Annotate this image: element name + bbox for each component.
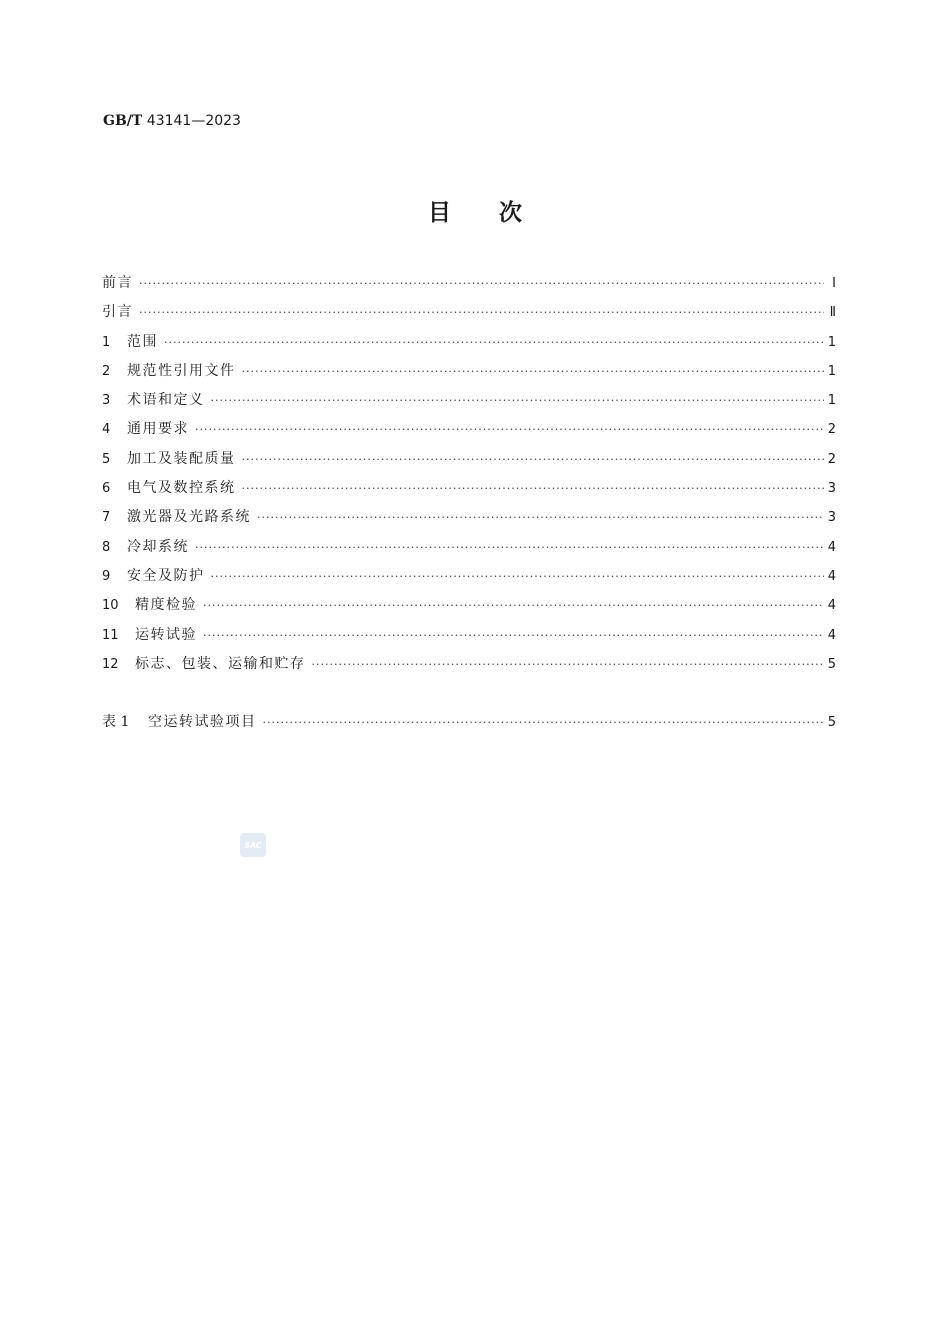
toc-entry-4[interactable] [102, 418, 836, 447]
toc-label: 范围 [127, 333, 158, 350]
toc-label: 标志、包装、运输和贮存 [135, 655, 306, 672]
toc-entry-9[interactable] [102, 565, 836, 594]
leader-dots [242, 365, 825, 378]
toc-label: 术语和定义 [127, 392, 205, 409]
standard-code [103, 113, 241, 129]
toc-label: 前言 [102, 275, 133, 291]
toc-label: 通用要求 [127, 421, 189, 438]
toc-page: 1 [827, 334, 836, 350]
toc-page: 4 [827, 568, 836, 584]
toc-number: 7 [102, 510, 111, 526]
toc-entry-5[interactable] [102, 448, 836, 477]
toc-page: 3 [827, 510, 836, 526]
leader-dots [242, 453, 825, 466]
toc-page: 1 [827, 393, 836, 409]
leader-dots [242, 482, 825, 495]
leader-dots [257, 511, 824, 524]
toc-label: 引言 [102, 304, 133, 321]
toc-number: 12 [102, 656, 119, 672]
toc-entry-2[interactable] [102, 360, 836, 389]
toc-label: 运转试验 [135, 626, 197, 643]
standard-code-prefix: GB/T [103, 113, 143, 129]
toc-page: 2 [827, 451, 836, 467]
toc-page: Ⅰ [832, 276, 836, 291]
standard-code-number: 43141—2023 [146, 113, 241, 129]
toc-label: 冷却系统 [127, 538, 189, 555]
toc-entry-table-1[interactable] [102, 711, 836, 740]
toc-entry-introduction[interactable] [102, 301, 836, 330]
leader-dots [211, 570, 825, 583]
watermark-text: SAC [244, 840, 262, 850]
toc-page: 4 [827, 598, 836, 614]
leader-dots [195, 541, 824, 554]
toc-page: Ⅱ [829, 305, 836, 321]
toc-number: 3 [102, 393, 111, 409]
leader-dots [211, 394, 825, 407]
toc-label: 空运转试验项目 [148, 714, 257, 731]
toc-entry-foreword[interactable] [102, 272, 836, 301]
toc-spacer [102, 682, 836, 711]
toc-number: 5 [102, 451, 111, 467]
leader-dots [263, 716, 825, 729]
toc-number: 9 [102, 568, 111, 584]
leader-dots [164, 336, 824, 349]
toc-number: 10 [102, 598, 119, 614]
toc-entry-3[interactable] [102, 389, 836, 418]
toc-number: 表 1 [102, 714, 130, 731]
leader-dots [312, 658, 825, 671]
toc-number: 2 [102, 363, 111, 379]
toc-number: 4 [102, 422, 111, 438]
toc-label: 电气及数控系统 [127, 480, 236, 497]
toc-entry-1[interactable] [102, 331, 836, 360]
toc-page: 1 [827, 363, 836, 379]
toc-page: 3 [827, 481, 836, 497]
toc-entry-12[interactable] [102, 653, 836, 682]
toc-label: 规范性引用文件 [127, 362, 236, 379]
title-char-2: 次 [499, 199, 522, 226]
toc-number: 1 [102, 334, 111, 350]
toc-label: 安全及防护 [127, 567, 205, 584]
table-of-contents [102, 272, 836, 740]
leader-dots [139, 306, 824, 319]
toc-page: 5 [827, 656, 836, 672]
sac-logo-icon [240, 833, 266, 857]
leader-dots [203, 629, 824, 642]
toc-page: 2 [827, 422, 836, 438]
toc-page: 5 [827, 715, 836, 731]
toc-entry-8[interactable] [102, 536, 836, 565]
toc-number: 8 [102, 539, 111, 555]
toc-number: 6 [102, 481, 111, 497]
toc-label: 激光器及光路系统 [127, 509, 251, 526]
leader-dots [203, 599, 824, 612]
leader-dots [139, 277, 824, 290]
toc-page: 4 [827, 539, 836, 555]
title-char-1: 目 [428, 199, 451, 226]
toc-label: 加工及装配质量 [127, 450, 236, 467]
toc-label: 精度检验 [135, 597, 197, 614]
toc-entry-7[interactable] [102, 506, 836, 535]
toc-number: 11 [102, 627, 119, 643]
toc-entry-10[interactable] [102, 594, 836, 623]
toc-entry-6[interactable] [102, 477, 836, 506]
toc-entry-11[interactable] [102, 624, 836, 653]
leader-dots [195, 423, 824, 436]
page-title [0, 194, 950, 227]
toc-page: 4 [827, 627, 836, 643]
